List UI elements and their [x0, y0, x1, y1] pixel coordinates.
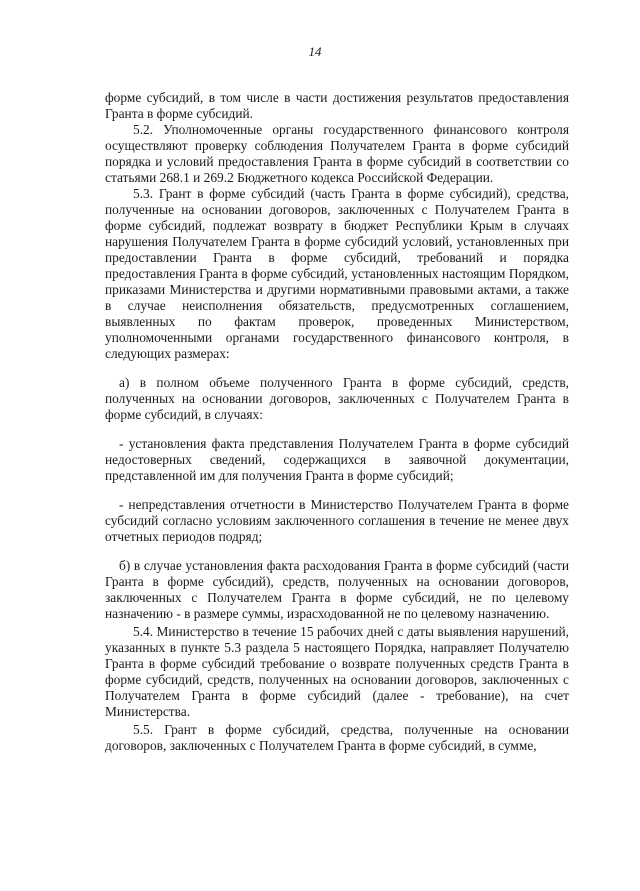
paragraph-5-4: 5.4. Министерство в течение 15 рабочих дней с даты выявления нарушений, указанных в пункте 5.3 раздела 5 настоящего Порядка, направляет Получателю Гранта в форме субсидий требование о возврате полученных средств Гранта в форме субсидий, средств, полученных на основании договоров, заключенных с Получателем Гранта в форме субсидий (далее - требование), на счет Министерства.: [105, 624, 569, 719]
paragraph-bullet-2: - непредставления отчетности в Министерство Получателем Гранта в форме субсидий согласно условиям заключенного соглашения в течение не менее двух отчетных периодов подряд;: [105, 497, 569, 544]
paragraph-5-2: 5.2. Уполномоченные органы государственного финансового контроля осуществляют проверку соблюдения Получателем Гранта в форме субсидий порядка и условий предоставления Гранта в форме субсидий в соответствии со статьями 268.1 и 269.2 Бюджетного кодекса Российской Федерации.: [105, 122, 569, 185]
paragraph-item-b: б) в случае установления факта расходования Гранта в форме субсидий (части Гранта в форме субсидий), средств, полученных на основании договоров, заключенных с Получателем Гранта в форме субсидий, не по целевому назначению - в размере суммы, израсходованной не по целевому назначению.: [105, 558, 569, 621]
document-body: [105, 90, 569, 754]
paragraph-continuation: форме субсидий, в том числе в части достижения результатов предоставления Гранта в форме субсидий.: [105, 90, 569, 121]
paragraph-5-3: 5.3. Грант в форме субсидий (часть Гранта в форме субсидий), средства, полученные на основании договоров, заключенных с Получателем Гранта в форме субсидий, подлежат возврату в бюджет Республики Крым в случаях нарушения Получателем Гранта в форме субсидий условий, установленных при предоставлении Гранта в форме субсидий, требований и порядка предоставления Гранта в форме субсидий, установленных настоящим Порядком, приказами Министерства и другими нормативными правовыми актами, а также в случае неисполнения обязательств, предусмотренных соглашением, выявленных по фактам проверок, проведенных Министерством, уполномоченными органами государственного финансового контроля, в следующих размерах:: [105, 186, 569, 361]
paragraph-item-a: а) в полном объеме полученного Гранта в форме субсидий, средств, полученных на основании договоров, заключенных с Получателем Гранта в форме субсидий, в случаях:: [105, 375, 569, 422]
paragraph-bullet-1: - установления факта представления Получателем Гранта в форме субсидий недостоверных сведений, содержащихся в заявочной документации, представленной им для получения Гранта в форме субсидий;: [105, 436, 569, 483]
page-number: 14: [308, 44, 322, 59]
paragraph-5-5: 5.5. Грант в форме субсидий, средства, полученные на основании договоров, заключенных с Получателем Гранта в форме субсидий, в сумме,: [105, 722, 569, 753]
